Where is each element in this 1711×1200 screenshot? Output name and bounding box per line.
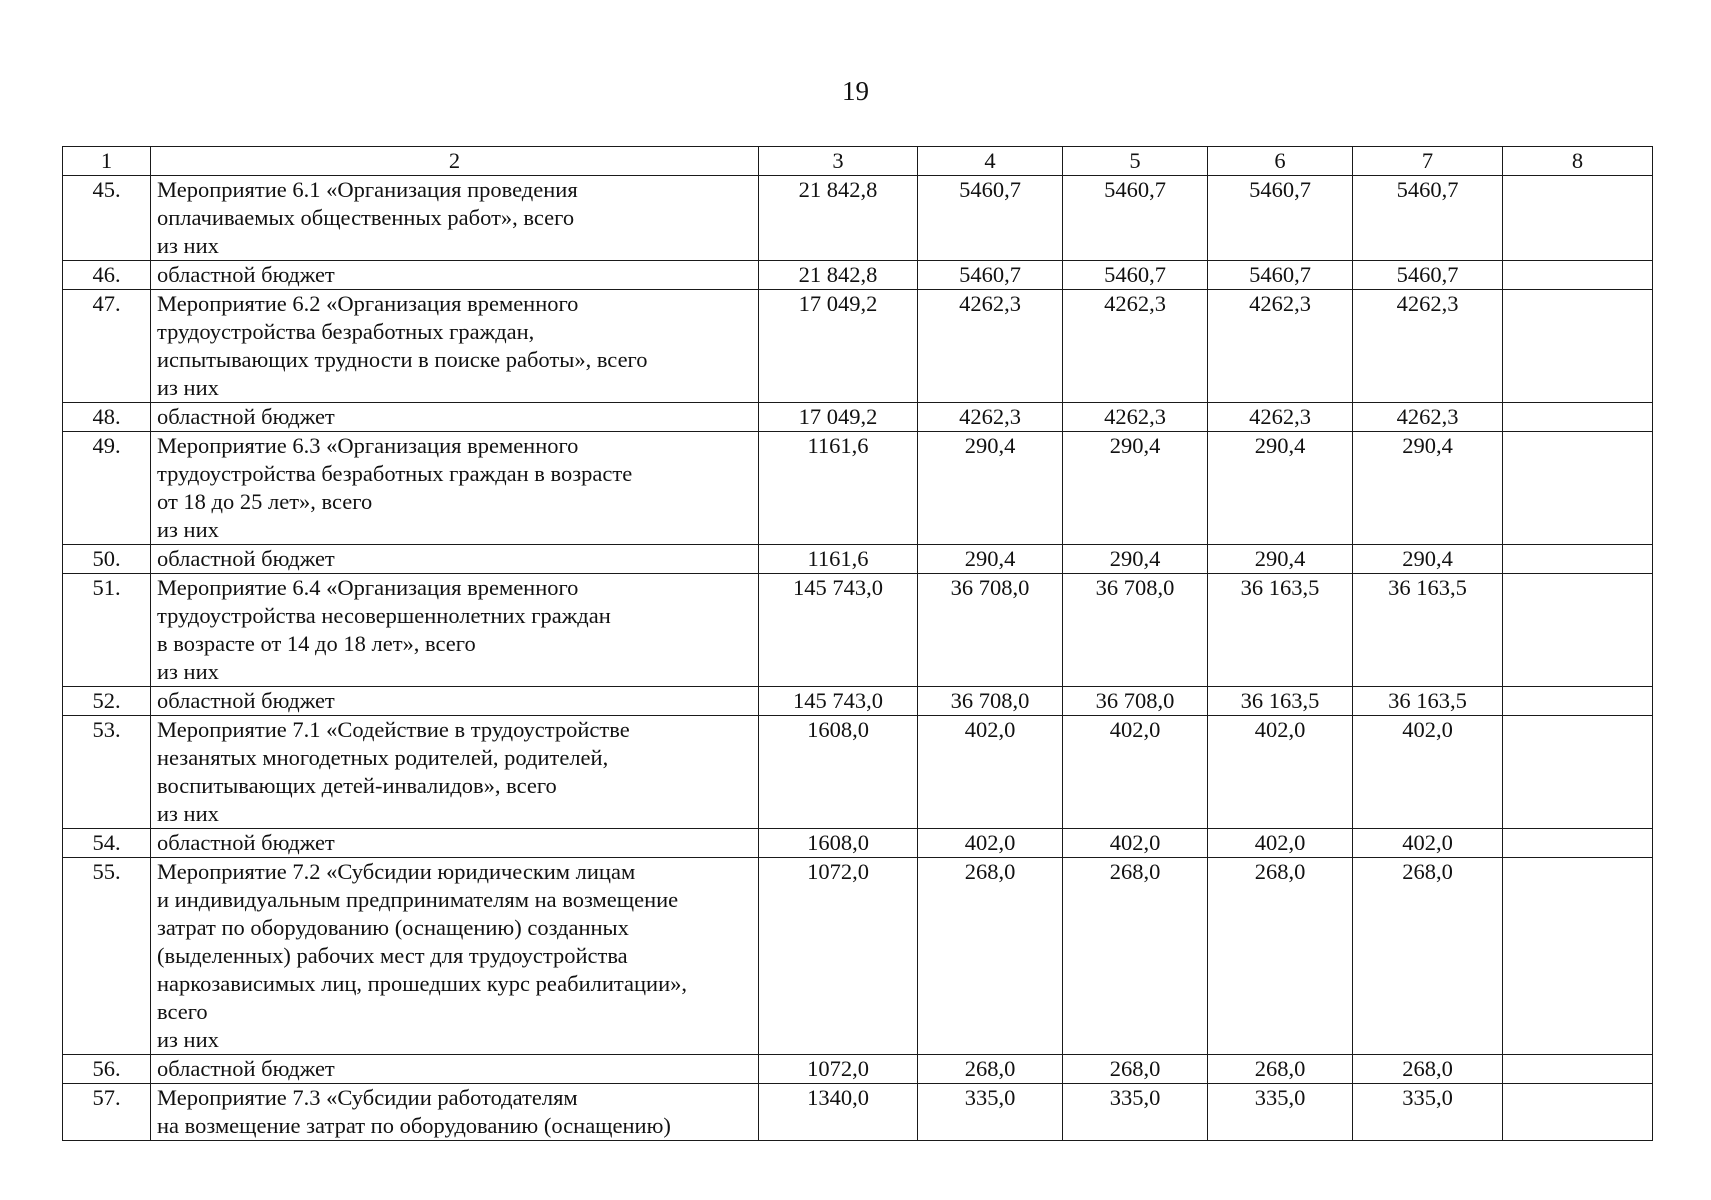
value-cell-col-5: 335,0 bbox=[1063, 1084, 1208, 1141]
description-line: и индивидуальным предпринимателям на возмещение bbox=[157, 887, 679, 912]
value-cell-col-4: 5460,7 bbox=[918, 261, 1063, 290]
value-cell-col-8 bbox=[1503, 687, 1653, 716]
description-line: на возмещение затрат по оборудованию (оснащению) bbox=[157, 1113, 671, 1138]
value-cell-col-3: 17 049,2 bbox=[759, 290, 918, 403]
table-row bbox=[63, 261, 1653, 290]
value-cell-col-8 bbox=[1503, 261, 1653, 290]
description-line: Мероприятие 6.3 «Организация временного bbox=[157, 433, 579, 458]
value-cell-col-6: 335,0 bbox=[1208, 1084, 1353, 1141]
value-cell-col-4: 290,4 bbox=[918, 545, 1063, 574]
description-line: областной бюджет bbox=[157, 262, 335, 287]
value-cell-col-4: 4262,3 bbox=[918, 403, 1063, 432]
table-row bbox=[63, 545, 1653, 574]
description-line: воспитывающих детей-инвалидов», всего bbox=[157, 773, 557, 798]
value-cell-col-3: 1608,0 bbox=[759, 829, 918, 858]
table-row bbox=[63, 176, 1653, 261]
table-row bbox=[63, 432, 1653, 545]
row-number: 52. bbox=[63, 687, 151, 716]
value-cell-col-8 bbox=[1503, 1055, 1653, 1084]
description-line: трудоустройства безработных граждан в возрасте bbox=[157, 461, 633, 486]
column-header: 8 bbox=[1503, 147, 1653, 176]
value-cell-col-7: 290,4 bbox=[1353, 545, 1503, 574]
value-cell-col-5: 402,0 bbox=[1063, 829, 1208, 858]
table-header-row bbox=[63, 147, 1653, 176]
budget-table bbox=[62, 146, 1653, 1141]
value-cell-col-7: 4262,3 bbox=[1353, 290, 1503, 403]
row-number: 51. bbox=[63, 574, 151, 687]
row-description bbox=[151, 176, 759, 261]
row-description bbox=[151, 858, 759, 1055]
row-number: 50. bbox=[63, 545, 151, 574]
value-cell-col-5: 4262,3 bbox=[1063, 403, 1208, 432]
description-line: всего bbox=[157, 999, 208, 1024]
value-cell-col-5: 268,0 bbox=[1063, 1055, 1208, 1084]
value-cell-col-6: 5460,7 bbox=[1208, 176, 1353, 261]
value-cell-col-4: 36 708,0 bbox=[918, 687, 1063, 716]
value-cell-col-5: 4262,3 bbox=[1063, 290, 1208, 403]
value-cell-col-7: 268,0 bbox=[1353, 858, 1503, 1055]
column-header: 5 bbox=[1063, 147, 1208, 176]
row-description bbox=[151, 1084, 759, 1141]
value-cell-col-3: 145 743,0 bbox=[759, 687, 918, 716]
value-cell-col-5: 36 708,0 bbox=[1063, 574, 1208, 687]
row-number: 46. bbox=[63, 261, 151, 290]
description-line: областной бюджет bbox=[157, 546, 335, 571]
table-row bbox=[63, 858, 1653, 1055]
value-cell-col-6: 402,0 bbox=[1208, 716, 1353, 829]
row-number: 48. bbox=[63, 403, 151, 432]
value-cell-col-4: 290,4 bbox=[918, 432, 1063, 545]
value-cell-col-6: 36 163,5 bbox=[1208, 574, 1353, 687]
row-description bbox=[151, 432, 759, 545]
row-description bbox=[151, 545, 759, 574]
description-line: затрат по оборудованию (оснащению) созданных bbox=[157, 915, 629, 940]
row-number: 54. bbox=[63, 829, 151, 858]
value-cell-col-3: 1161,6 bbox=[759, 432, 918, 545]
description-line: областной бюджет bbox=[157, 830, 335, 855]
value-cell-col-7: 5460,7 bbox=[1353, 176, 1503, 261]
value-cell-col-3: 1072,0 bbox=[759, 858, 918, 1055]
value-cell-col-8 bbox=[1503, 858, 1653, 1055]
table-row bbox=[63, 687, 1653, 716]
value-cell-col-5: 5460,7 bbox=[1063, 176, 1208, 261]
row-number: 57. bbox=[63, 1084, 151, 1141]
value-cell-col-4: 4262,3 bbox=[918, 290, 1063, 403]
description-line: Мероприятие 7.3 «Субсидии работодателям bbox=[157, 1085, 578, 1110]
description-line: (выделенных) рабочих мест для трудоустройства bbox=[157, 943, 628, 968]
description-line: из них bbox=[157, 801, 219, 826]
description-line: из них bbox=[157, 659, 219, 684]
description-line: Мероприятие 6.2 «Организация временного bbox=[157, 291, 579, 316]
column-header: 7 bbox=[1353, 147, 1503, 176]
value-cell-col-3: 21 842,8 bbox=[759, 261, 918, 290]
description-line: от 18 до 25 лет», всего bbox=[157, 489, 373, 514]
value-cell-col-5: 36 708,0 bbox=[1063, 687, 1208, 716]
value-cell-col-4: 402,0 bbox=[918, 829, 1063, 858]
value-cell-col-7: 5460,7 bbox=[1353, 261, 1503, 290]
description-line: из них bbox=[157, 233, 219, 258]
value-cell-col-7: 36 163,5 bbox=[1353, 687, 1503, 716]
value-cell-col-8 bbox=[1503, 545, 1653, 574]
description-line: Мероприятие 6.1 «Организация проведения bbox=[157, 177, 578, 202]
row-number: 47. bbox=[63, 290, 151, 403]
value-cell-col-5: 290,4 bbox=[1063, 545, 1208, 574]
description-line: областной бюджет bbox=[157, 1056, 335, 1081]
value-cell-col-7: 268,0 bbox=[1353, 1055, 1503, 1084]
column-header: 3 bbox=[759, 147, 918, 176]
value-cell-col-6: 5460,7 bbox=[1208, 261, 1353, 290]
value-cell-col-5: 268,0 bbox=[1063, 858, 1208, 1055]
row-description bbox=[151, 829, 759, 858]
value-cell-col-6: 290,4 bbox=[1208, 432, 1353, 545]
description-line: оплачиваемых общественных работ», всего bbox=[157, 205, 575, 230]
value-cell-col-4: 402,0 bbox=[918, 716, 1063, 829]
value-cell-col-5: 5460,7 bbox=[1063, 261, 1208, 290]
table-row bbox=[63, 1084, 1653, 1141]
value-cell-col-8 bbox=[1503, 290, 1653, 403]
description-line: областной бюджет bbox=[157, 688, 335, 713]
value-cell-col-3: 1161,6 bbox=[759, 545, 918, 574]
row-number: 49. bbox=[63, 432, 151, 545]
row-description bbox=[151, 687, 759, 716]
column-header: 4 bbox=[918, 147, 1063, 176]
description-line: Мероприятие 6.4 «Организация временного bbox=[157, 575, 579, 600]
value-cell-col-4: 268,0 bbox=[918, 858, 1063, 1055]
value-cell-col-6: 36 163,5 bbox=[1208, 687, 1353, 716]
value-cell-col-7: 335,0 bbox=[1353, 1084, 1503, 1141]
table-row bbox=[63, 829, 1653, 858]
value-cell-col-8 bbox=[1503, 403, 1653, 432]
value-cell-col-8 bbox=[1503, 432, 1653, 545]
description-line: наркозависимых лиц, прошедших курс реабилитации», bbox=[157, 971, 687, 996]
value-cell-col-4: 36 708,0 bbox=[918, 574, 1063, 687]
value-cell-col-7: 402,0 bbox=[1353, 829, 1503, 858]
value-cell-col-6: 4262,3 bbox=[1208, 290, 1353, 403]
value-cell-col-3: 17 049,2 bbox=[759, 403, 918, 432]
row-description bbox=[151, 403, 759, 432]
row-description bbox=[151, 574, 759, 687]
row-description bbox=[151, 290, 759, 403]
description-line: Мероприятие 7.2 «Субсидии юридическим лицам bbox=[157, 859, 636, 884]
description-line: незанятых многодетных родителей, родителей, bbox=[157, 745, 609, 770]
row-number: 55. bbox=[63, 858, 151, 1055]
value-cell-col-7: 36 163,5 bbox=[1353, 574, 1503, 687]
description-line: трудоустройства безработных граждан, bbox=[157, 319, 535, 344]
description-line: в возрасте от 14 до 18 лет», всего bbox=[157, 631, 476, 656]
description-line: областной бюджет bbox=[157, 404, 335, 429]
description-line: из них bbox=[157, 1027, 219, 1052]
row-description bbox=[151, 716, 759, 829]
value-cell-col-4: 335,0 bbox=[918, 1084, 1063, 1141]
row-number: 53. bbox=[63, 716, 151, 829]
page-number: 19 bbox=[842, 76, 869, 106]
value-cell-col-3: 1608,0 bbox=[759, 716, 918, 829]
table-row bbox=[63, 290, 1653, 403]
table-body bbox=[63, 176, 1653, 1141]
value-cell-col-3: 21 842,8 bbox=[759, 176, 918, 261]
value-cell-col-4: 268,0 bbox=[918, 1055, 1063, 1084]
row-number: 45. bbox=[63, 176, 151, 261]
value-cell-col-6: 402,0 bbox=[1208, 829, 1353, 858]
description-line: из них bbox=[157, 517, 219, 542]
row-number: 56. bbox=[63, 1055, 151, 1084]
value-cell-col-6: 268,0 bbox=[1208, 1055, 1353, 1084]
table-row bbox=[63, 1055, 1653, 1084]
value-cell-col-5: 402,0 bbox=[1063, 716, 1208, 829]
value-cell-col-6: 4262,3 bbox=[1208, 403, 1353, 432]
value-cell-col-3: 1072,0 bbox=[759, 1055, 918, 1084]
value-cell-col-8 bbox=[1503, 716, 1653, 829]
value-cell-col-8 bbox=[1503, 574, 1653, 687]
value-cell-col-5: 290,4 bbox=[1063, 432, 1208, 545]
table-row bbox=[63, 716, 1653, 829]
description-line: из них bbox=[157, 375, 219, 400]
value-cell-col-7: 4262,3 bbox=[1353, 403, 1503, 432]
column-header: 6 bbox=[1208, 147, 1353, 176]
value-cell-col-8 bbox=[1503, 1084, 1653, 1141]
row-description bbox=[151, 261, 759, 290]
table-row bbox=[63, 403, 1653, 432]
column-header: 2 bbox=[151, 147, 759, 176]
value-cell-col-3: 1340,0 bbox=[759, 1084, 918, 1141]
column-header: 1 bbox=[63, 147, 151, 176]
value-cell-col-8 bbox=[1503, 829, 1653, 858]
description-line: Мероприятие 7.1 «Содействие в трудоустройстве bbox=[157, 717, 630, 742]
value-cell-col-7: 402,0 bbox=[1353, 716, 1503, 829]
description-line: трудоустройства несовершеннолетних граждан bbox=[157, 603, 611, 628]
value-cell-col-6: 268,0 bbox=[1208, 858, 1353, 1055]
value-cell-col-7: 290,4 bbox=[1353, 432, 1503, 545]
row-description bbox=[151, 1055, 759, 1084]
description-line: испытывающих трудности в поиске работы», всего bbox=[157, 347, 648, 372]
value-cell-col-6: 290,4 bbox=[1208, 545, 1353, 574]
value-cell-col-8 bbox=[1503, 176, 1653, 261]
value-cell-col-4: 5460,7 bbox=[918, 176, 1063, 261]
table-row bbox=[63, 574, 1653, 687]
value-cell-col-3: 145 743,0 bbox=[759, 574, 918, 687]
